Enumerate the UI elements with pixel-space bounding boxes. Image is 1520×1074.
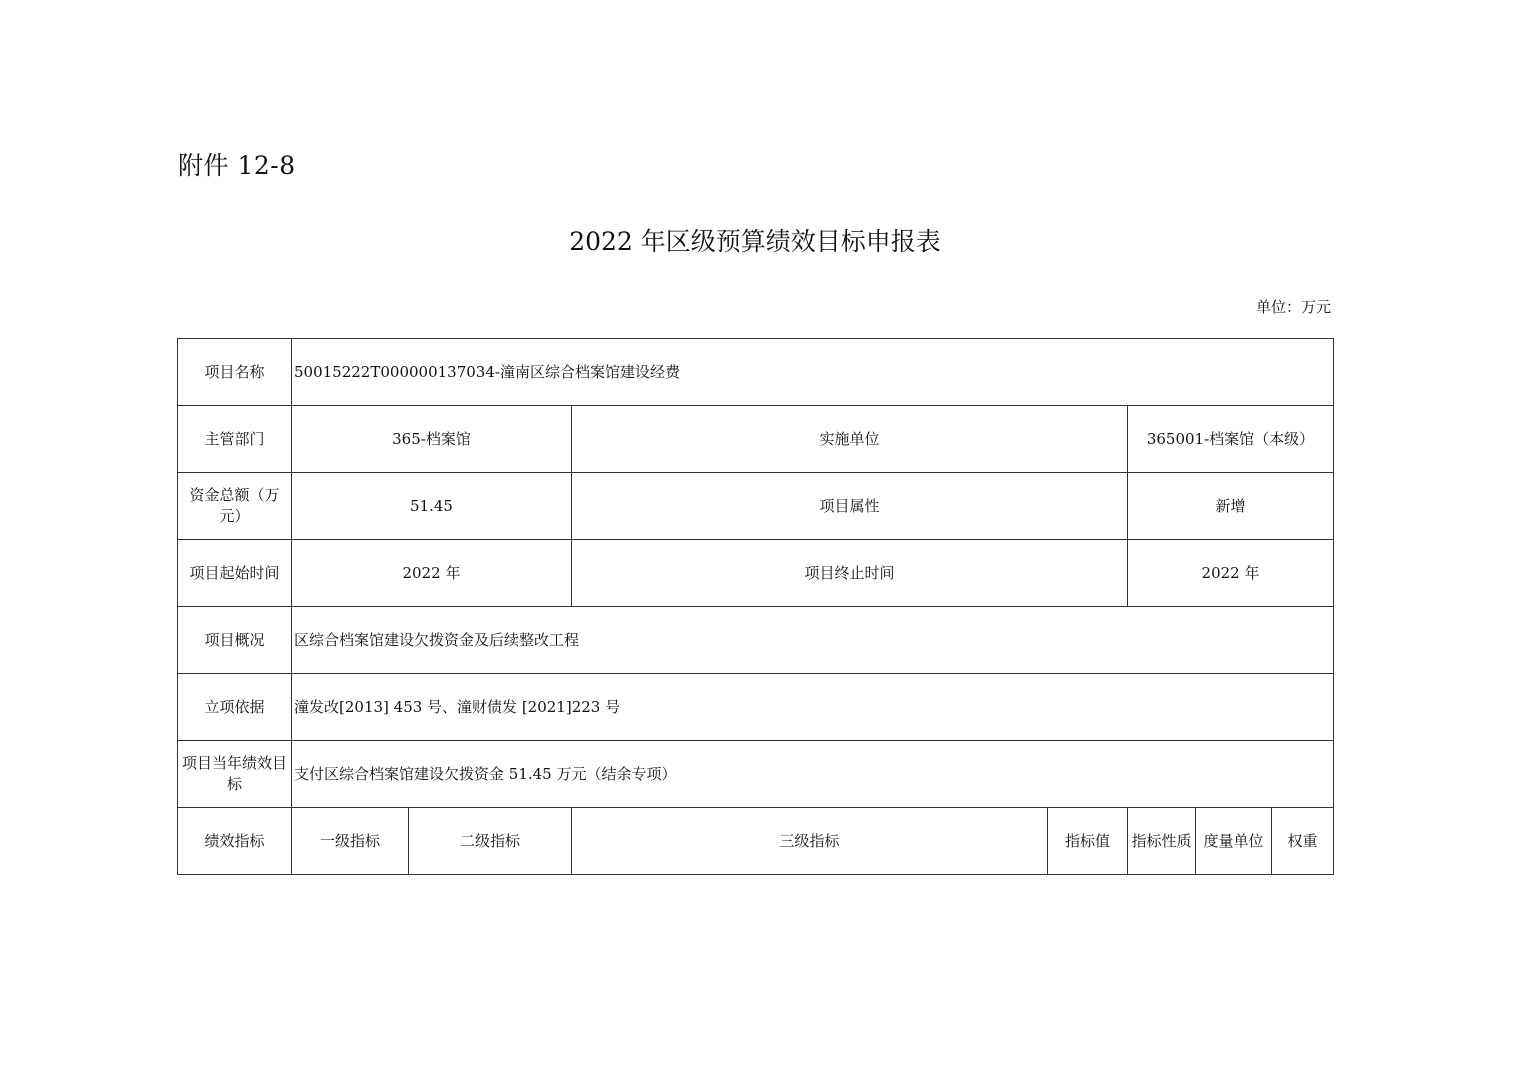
basis-label: 立项依据 (178, 674, 292, 741)
start-label: 项目起始时间 (178, 540, 292, 607)
overview-label: 项目概况 (178, 607, 292, 674)
impl-value: 365001-档案馆（本级） (1128, 406, 1334, 473)
unit-note: 单位：万元 (1255, 298, 1331, 316)
row-goal (178, 741, 1334, 808)
row-department (178, 406, 1334, 473)
end-label: 项目终止时间 (572, 540, 1128, 607)
row-funds (178, 473, 1334, 540)
overview-value: 区综合档案馆建设欠拨资金及后续整改工程 (292, 607, 1334, 674)
project-name-label: 项目名称 (178, 339, 292, 406)
attachment-number: 附件 12-8 (178, 151, 296, 180)
row-project-name (178, 339, 1334, 406)
level2-header: 二级指标 (409, 808, 572, 875)
form-title: 2022 年区级预算绩效目标申报表 (569, 227, 941, 256)
dept-value: 365-档案馆 (292, 406, 572, 473)
dept-label: 主管部门 (178, 406, 292, 473)
project-name-value: 50015222T000000137034-潼南区综合档案馆建设经费 (292, 339, 1334, 406)
row-indicators-header (178, 808, 1334, 875)
row-basis (178, 674, 1334, 741)
funds-label: 资金总额（万元） (178, 473, 292, 540)
funds-value: 51.45 (292, 473, 572, 540)
indicators-label: 绩效指标 (178, 808, 292, 875)
goal-value: 支付区综合档案馆建设欠拨资金 51.45 万元（结余专项） (292, 741, 1334, 808)
attr-value: 新增 (1128, 473, 1334, 540)
indicator-nature-header: 指标性质 (1128, 808, 1196, 875)
row-period (178, 540, 1334, 607)
impl-label: 实施单位 (572, 406, 1128, 473)
end-value: 2022 年 (1128, 540, 1334, 607)
basis-value: 潼发改[2013] 453 号、潼财债发 [2021]223 号 (292, 674, 1334, 741)
weight-header: 权重 (1272, 808, 1334, 875)
level3-header: 三级指标 (572, 808, 1048, 875)
level1-header: 一级指标 (292, 808, 409, 875)
start-value: 2022 年 (292, 540, 572, 607)
attr-label: 项目属性 (572, 473, 1128, 540)
budget-target-table (177, 338, 1334, 875)
goal-label: 项目当年绩效目标 (178, 741, 292, 808)
row-overview (178, 607, 1334, 674)
measure-unit-header: 度量单位 (1196, 808, 1272, 875)
indicator-value-header: 指标值 (1048, 808, 1128, 875)
